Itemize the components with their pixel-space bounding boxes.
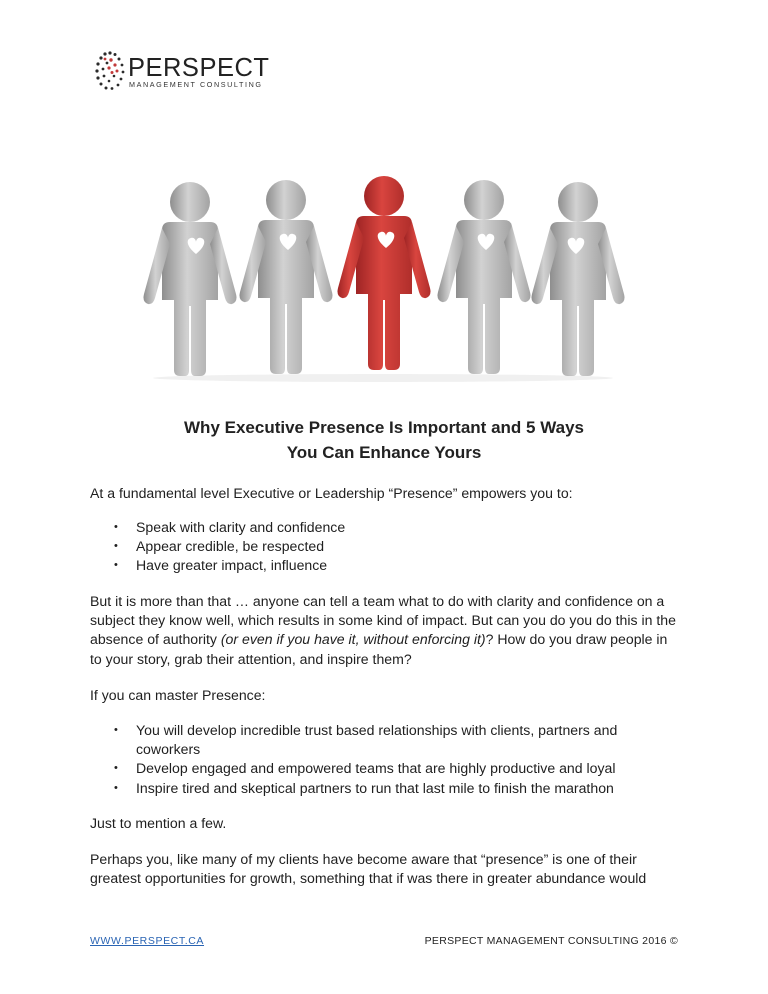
hero-shadow [153,374,613,382]
list-item: • You will develop incredible trust based relationships with clients, partners and coworkers [114,722,618,758]
article-title-line-2: You Can Enhance Yours [286,443,482,462]
bullet-icon: • [114,540,118,553]
person-figure-2 [240,180,333,374]
list-item: • Develop engaged and empowered teams that are highly productive and loyal [90,759,680,778]
logo-globe-icon [93,48,127,94]
body-paragraph-2: But it is more than that … anyone can tell a team what to do with clarity and confidence on a subject they know well, which results in some kind of impact. But can you do you do this in the absence of authority (or even if you have it, without enforcing it)? How do you draw people in to your story, grab their attention, and inspire them? [90,593,676,667]
intro-paragraph: At a fundamental level Executive or Leadership “Presence” empowers you to: [90,485,573,501]
footer-copyright: PERSPECT MANAGEMENT CONSULTING 2016 © [424,935,678,947]
logo-tagline: MANAGEMENT CONSULTING [129,80,263,89]
logo-wordmark: PERSPECT [128,54,270,82]
list-item: • Speak with clarity and confidence [90,518,680,537]
bullet-icon: • [114,781,118,794]
website-link[interactable]: WWW.PERSPECT.CA [90,935,205,947]
list-item: • Appear credible, be respected [90,537,680,556]
bullet-icon: • [114,559,118,572]
hero-illustration [128,168,638,383]
person-figure-5 [532,182,625,376]
bullet-icon: • [114,724,118,736]
body-paragraph-3: If you can master Presence: [90,687,266,703]
person-figure-4 [438,180,531,374]
benefits-list [90,518,680,576]
mastery-list [90,721,680,798]
company-logo [93,48,283,94]
list-item: • Inspire tired and skeptical partners to run that last mile to finish the marathon [90,779,680,798]
article-title-line-1: Why Executive Presence Is Important and 5 Ways [184,418,584,437]
person-figure-center-red [338,176,431,370]
list-item: • Have greater impact, influence [90,556,680,575]
person-figure-1 [144,182,237,376]
italic-aside: (or even if you have it, without enforcing it) [220,631,486,648]
bullet-icon: • [114,762,118,775]
bullet-icon: • [114,521,118,533]
body-paragraph-4: Just to mention a few. [90,815,227,831]
body-paragraph-5: Perhaps you, like many of my clients have become aware that “presence” is one of their greatest opportunities for growth, something that if was there in greater abundance would [90,851,647,887]
